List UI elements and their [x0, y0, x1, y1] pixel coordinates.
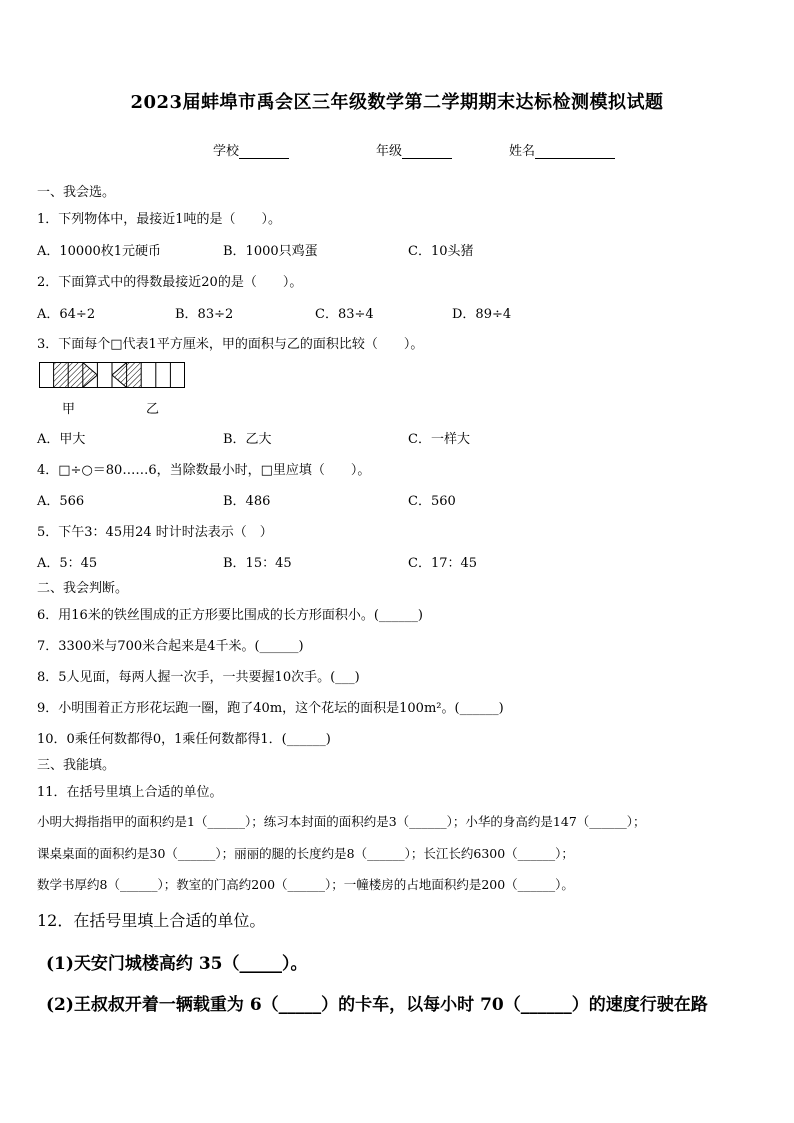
q3-option-a[interactable]: A．甲大 — [37, 432, 86, 447]
q5-option-b[interactable]: B．15：45 — [223, 556, 292, 571]
section-1-heading: 一、我会选。 — [37, 185, 116, 200]
q4-option-c[interactable]: C．560 — [408, 494, 456, 509]
q2-stem: 2．下面算式中的得数最接近20的是（ ）。 — [37, 275, 303, 290]
q5-stem: 5．下午3：45用24 时计时法表示（ ） — [37, 525, 273, 540]
school-blank[interactable] — [239, 144, 289, 159]
q11-line-2: 课桌桌面的面积约是30（______）；丽丽的腿的长度约是8（______）；长江长约6300（______）； — [37, 846, 574, 861]
q1-stem: 1．下列物体中，最接近1吨的是（ ）。 — [37, 212, 282, 227]
q12-part-1: (1)天安门城楼高约 35（_____）。 — [46, 954, 308, 974]
q3-square-grid — [39, 362, 185, 388]
q1-option-a[interactable]: A．10000枚1元硬币 — [37, 244, 162, 259]
q1-option-b[interactable]: B．1000只鸡蛋 — [223, 244, 318, 259]
school-field — [213, 140, 289, 159]
q11-stem: 11．在括号里填上合适的单位。 — [37, 785, 223, 800]
grade-field — [376, 140, 452, 159]
q1-option-c[interactable]: C．10头猪 — [408, 244, 474, 259]
q3-label-jia: 甲 — [62, 402, 76, 417]
q10-statement: 10．0乘任何数都得0，1乘任何数都得1．(______) — [37, 732, 331, 747]
name-field — [509, 140, 615, 159]
q4-option-b[interactable]: B．486 — [223, 494, 271, 509]
section-2-heading: 二、我会判断。 — [37, 581, 129, 596]
q3-stem: 3．下面每个□代表1平方厘米，甲的面积与乙的面积比较（ ）。 — [37, 337, 424, 352]
q4-stem: 4．□÷○＝80……6，当除数最小时，□里应填（ ）。 — [37, 463, 371, 478]
q2-option-d[interactable]: D．89÷4 — [452, 307, 512, 322]
q5-option-c[interactable]: C．17：45 — [408, 556, 478, 571]
grade-label: 年级 — [376, 144, 403, 159]
q7-statement: 7．3300米与700米合起来是4千米。(______) — [37, 639, 304, 654]
q3-option-b[interactable]: B．乙大 — [223, 432, 272, 447]
q9-statement: 9．小明围着正方形花坛跑一圈，跑了40m，这个花坛的面积是100m²。(______) — [37, 701, 504, 716]
q12-part-2: (2)王叔叔开着一辆载重为 6（_____）的卡车，以每小时 70（______）的速度行驶在路 — [46, 995, 708, 1015]
section-3-heading: 三、我能填。 — [37, 758, 116, 773]
q2-option-a[interactable]: A．64÷2 — [37, 307, 96, 322]
q2-option-c[interactable]: C．83÷4 — [315, 307, 374, 322]
q2-option-b[interactable]: B．83÷2 — [175, 307, 234, 322]
shape-jia-triangle — [83, 363, 98, 388]
q4-option-a[interactable]: A．566 — [37, 494, 85, 509]
name-label: 姓名 — [509, 144, 536, 159]
q11-line-3: 数学书厚约8（______）；教室的门高约200（______）；一幢楼房的占地面积约是200（______）。 — [37, 877, 574, 892]
q6-statement: 6．用16米的铁丝围成的正方形要比围成的长方形面积小。(______) — [37, 608, 423, 623]
q8-statement: 8．5人见面，每两人握一次手，一共要握10次手。(___) — [37, 670, 360, 685]
q3-label-yi: 乙 — [146, 402, 160, 417]
q3-option-c[interactable]: C．一样大 — [408, 432, 470, 447]
school-label: 学校 — [213, 144, 240, 159]
name-blank[interactable] — [535, 144, 615, 159]
q11-line-1: 小明大拇指指甲的面积约是1（______）；练习本封面的面积约是3（______）；小华的身高约是147（______）； — [37, 814, 646, 829]
grade-blank[interactable] — [402, 144, 452, 159]
page-title: 2023届蚌埠市禹会区三年级数学第二学期期末达标检测模拟试题 — [130, 92, 664, 113]
q12-stem: 12．在括号里填上合适的单位。 — [37, 911, 266, 930]
q5-option-a[interactable]: A．5：45 — [37, 556, 98, 571]
